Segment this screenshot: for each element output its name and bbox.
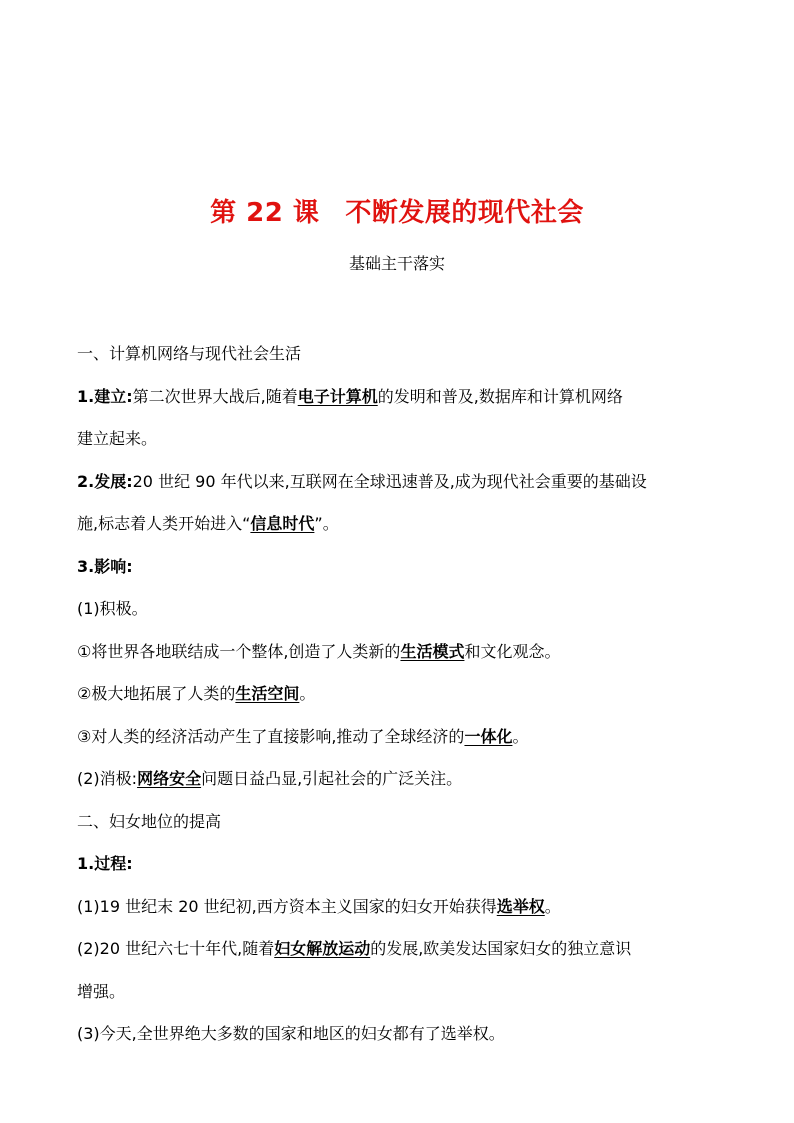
text: 问题日益凸显,引起社会的广泛关注。 xyxy=(201,769,463,788)
text: (2)消极: xyxy=(77,769,138,788)
text: 施,标志着人类开始进入“ xyxy=(77,514,251,533)
text: 20 世纪 90 年代以来,互联网在全球迅速普及,成为现代社会重要的基础设 xyxy=(132,471,647,491)
process-step-2 xyxy=(77,928,727,971)
answer-blank: 选举权 xyxy=(496,896,545,916)
answer-blank: 妇女解放运动 xyxy=(274,939,371,958)
positive-point-2 xyxy=(77,673,727,716)
section-heading-2: 二、妇女地位的提高 xyxy=(77,811,222,831)
lesson-name: 不断发展的现代社会 xyxy=(345,198,584,228)
text: 和文化观念。 xyxy=(464,641,561,661)
text: (2)20 世纪六七十年代,随着 xyxy=(77,939,275,958)
text: 的发明和普及,数据库和计算机网络 xyxy=(377,386,623,406)
section-heading-1: 一、计算机网络与现代社会生活 xyxy=(77,344,302,363)
answer-blank: 生活模式 xyxy=(400,641,465,661)
lesson-title xyxy=(0,193,794,233)
item-label-impact: 3.影响: xyxy=(77,556,133,576)
text: ②极大地拓展了人类的 xyxy=(77,684,236,703)
text: 。 xyxy=(512,726,529,746)
paragraph-development xyxy=(77,461,727,504)
text: ③对人类的经济活动产生了直接影响,推动了全球经济的 xyxy=(77,726,465,746)
text: 。 xyxy=(299,684,316,703)
text: 的发展,欧美发达国家妇女的独立意识 xyxy=(370,939,632,958)
item-label: 2.发展: xyxy=(77,471,133,491)
positive-point-3 xyxy=(77,716,727,759)
text: (1)19 世纪末 20 世纪初,西方资本主义国家的妇女开始获得 xyxy=(77,896,497,916)
answer-blank: 网络安全 xyxy=(137,769,202,788)
text: ①将世界各地联结成一个整体,创造了人类新的 xyxy=(77,641,401,661)
positive-point-1 xyxy=(77,631,727,674)
paragraph-development-cont xyxy=(77,503,727,546)
process-step-1 xyxy=(77,886,727,929)
process-step-3: (3)今天,全世界绝大多数的国家和地区的妇女都有了选举权。 xyxy=(77,1024,505,1043)
item-label-process: 1.过程: xyxy=(77,854,133,873)
paragraph-establish xyxy=(77,376,727,419)
item-label: 1.建立: xyxy=(77,386,133,406)
text: 。 xyxy=(544,896,561,916)
answer-blank: 信息时代 xyxy=(250,514,315,533)
negative-point xyxy=(77,758,727,801)
text: ”。 xyxy=(314,514,339,533)
section-subtitle: 基础主干落实 xyxy=(348,254,445,273)
document-body xyxy=(77,333,727,1056)
positive-heading: (1)积极。 xyxy=(77,599,148,618)
answer-blank: 生活空间 xyxy=(235,684,300,703)
answer-blank: 一体化 xyxy=(464,726,513,746)
process-step-2-cont: 增强。 xyxy=(77,981,126,1001)
lesson-number: 第 22 课 xyxy=(210,198,320,228)
text: 第二次世界大战后,随着 xyxy=(132,386,298,406)
paragraph-establish-cont: 建立起来。 xyxy=(77,429,158,448)
answer-blank: 电子计算机 xyxy=(297,386,378,406)
